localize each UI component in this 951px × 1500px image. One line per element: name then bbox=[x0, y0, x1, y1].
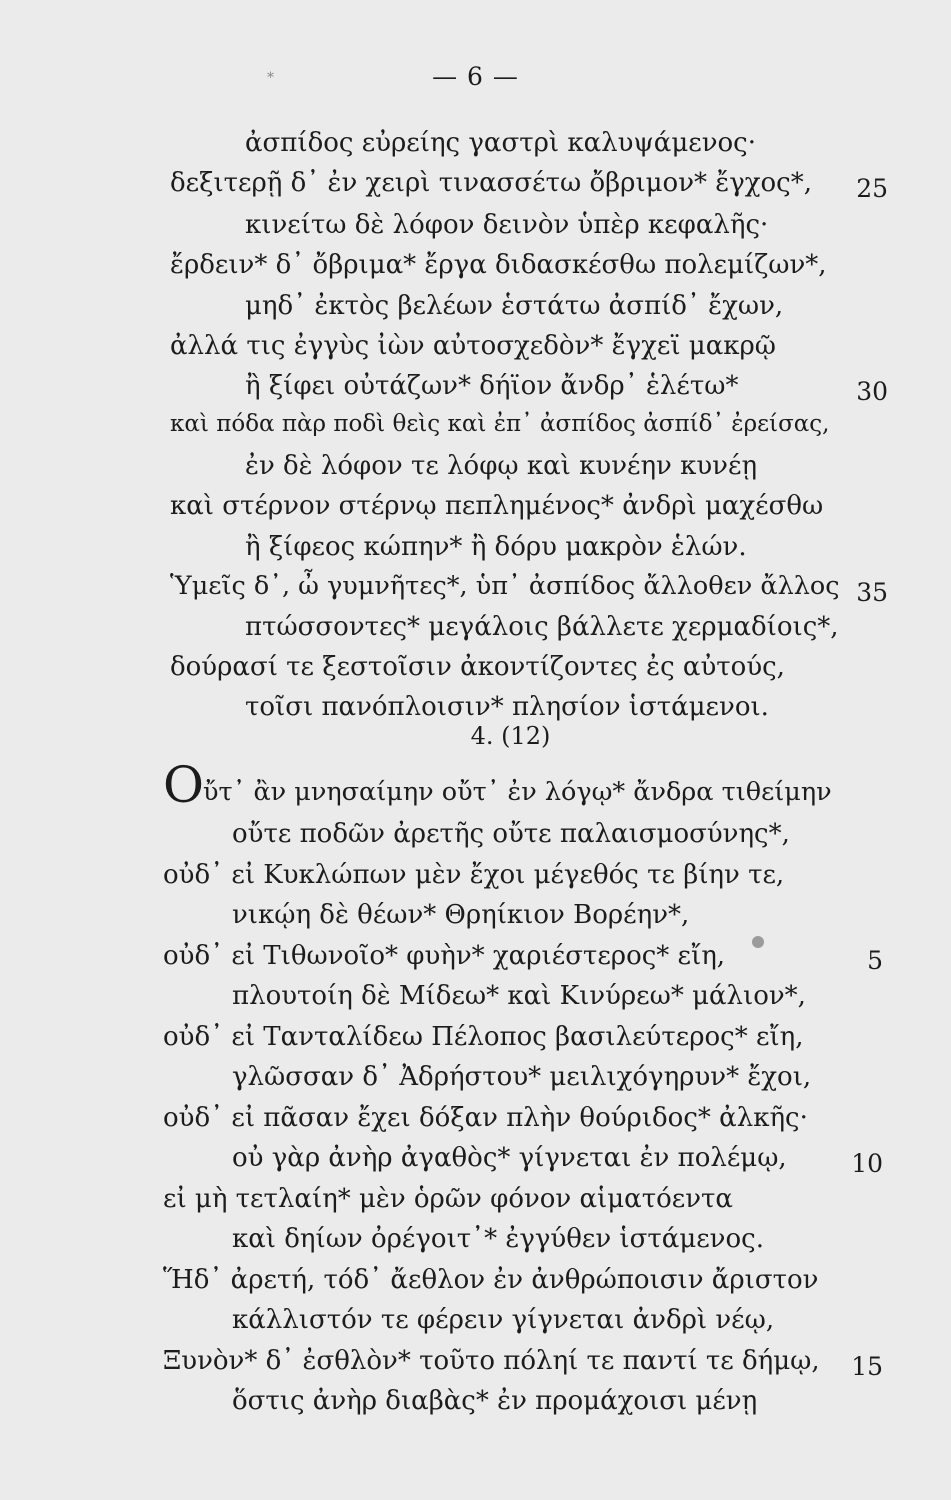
poem-line: μηδ᾽ ἐκτὸς βελέων ἑστάτω ἀσπίδ᾽ ἔχων, bbox=[245, 291, 784, 321]
poem-line: ἔρδειν* δ᾽ ὄβριμα* ἔργα διδασκέσθω πολεμίζων*, bbox=[170, 250, 827, 280]
poem-line: οὐδ᾽ εἰ Τιθωνοῖο* φυὴν* χαριέστερος* εἴη, bbox=[163, 941, 726, 971]
poem-line: δεξιτερῇ δ᾽ ἐν χειρὶ τινασσέτω ὄβριμον* ἔγχος*, bbox=[170, 168, 812, 198]
poem-line: ὔτ᾽ ἂν μνησαίμην οὔτ᾽ ἐν λόγῳ* ἄνδρα τιθείμην bbox=[203, 777, 832, 807]
poem-line: καὶ πόδα πὰρ ποδὶ θεὶς καὶ ἐπ᾽ ἀσπίδος ἀσπίδ᾽ ἐρείσας, bbox=[170, 411, 830, 437]
poem-line: εἰ μὴ τετλαίη* μὲν ὁρῶν φόνον αἱματόεντα bbox=[163, 1184, 733, 1214]
line-number: 30 bbox=[856, 377, 888, 406]
line-number: 25 bbox=[856, 174, 888, 203]
poem-heading: 4. (12) bbox=[470, 722, 551, 750]
poem-line: δούρασί τε ξεστοῖσιν ἀκοντίζοντες ἐς αὐτούς, bbox=[170, 652, 785, 682]
poem-line: ὅστις ἀνὴρ διαβὰς* ἐν προμάχοισι μένῃ bbox=[232, 1386, 758, 1416]
ink-blot bbox=[752, 936, 764, 948]
line-number: 10 bbox=[851, 1149, 883, 1178]
line-number: 35 bbox=[856, 578, 888, 607]
poem-line: ἀσπίδος εὐρείης γαστρὶ καλυψάμενος· bbox=[245, 128, 757, 158]
poem-line: Ξυνὸν* δ᾽ ἐσθλὸν* τοῦτο πόληί τε παντί τε δήμῳ, bbox=[163, 1346, 820, 1376]
poem-line: πλουτοίη δὲ Μίδεω* καὶ Κινύρεω* μάλιον*, bbox=[232, 981, 806, 1011]
poem-line: οὐδ᾽ εἰ Κυκλώπων μὲν ἔχοι μέγεθός τε βίην τε, bbox=[163, 860, 785, 890]
poem-line: τοῖσι πανόπλοισιν* πλησίον ἱστάμενοι. bbox=[245, 692, 769, 722]
poem-line: καὶ δηίων ὀρέγοιτ᾽* ἐγγύθεν ἱστάμενος. bbox=[232, 1224, 764, 1254]
poem-line: νικῴη δὲ θέων* Θρηίκιον Βορέην*, bbox=[232, 900, 690, 930]
poem-line: οὐδ᾽ εἰ Τανταλίδεω Πέλοπος βασιλεύτερος* εἴη, bbox=[163, 1022, 804, 1052]
poem-line: πτώσσοντες* μεγάλοις βάλλετε χερμαδίοις*, bbox=[245, 612, 839, 642]
poem-line: Ὑμεῖς δ᾽, ὦ γυμνῆτες*, ὑπ᾽ ἀσπίδος ἄλλοθεν ἄλλος bbox=[170, 571, 840, 601]
drop-cap: O bbox=[163, 756, 204, 814]
poem-line: οὐ γὰρ ἀνὴρ ἀγαθὸς* γίγνεται ἐν πολέμῳ, bbox=[232, 1143, 787, 1173]
poem-line: Ἥδ᾽ ἀρετή, τόδ᾽ ἄεθλον ἐν ἀνθρώποισιν ἄριστον bbox=[163, 1265, 819, 1295]
poem-line: ἢ ξίφεος κώπην* ἢ δόρυ μακρὸν ἑλών. bbox=[245, 532, 747, 562]
line-number: 5 bbox=[867, 946, 883, 975]
stray-mark: * bbox=[267, 70, 274, 86]
poem-line: ἀλλά τις ἐγγὺς ἰὼν αὐτοσχεδὸν* ἔγχεϊ μακρῷ bbox=[170, 331, 776, 361]
poem-line: ἐν δὲ λόφον τε λόφῳ καὶ κυνέην κυνέῃ bbox=[245, 451, 758, 481]
poem-line: κινείτω δὲ λόφον δεινὸν ὑπὲρ κεφαλῆς· bbox=[245, 210, 769, 240]
poem-line: γλῶσσαν δ᾽ Ἀδρήστου* μειλιχόγηρυν* ἔχοι, bbox=[232, 1062, 812, 1092]
poem-line: καὶ στέρνον στέρνῳ πεπλημένος* ἀνδρὶ μαχέσθω bbox=[170, 491, 824, 521]
page-number: — 6 — bbox=[432, 62, 519, 91]
poem-line: οὐδ᾽ εἰ πᾶσαν ἔχει δόξαν πλὴν θούριδος* ἀλκῆς· bbox=[163, 1103, 808, 1133]
line-number: 15 bbox=[851, 1352, 883, 1381]
poem-line: κάλλιστόν τε φέρειν γίγνεται ἀνδρὶ νέῳ, bbox=[232, 1305, 775, 1335]
poem-line: οὔτε ποδῶν ἀρετῆς οὔτε παλαισμοσύνης*, bbox=[232, 819, 790, 849]
poem-line: ἢ ξίφει οὐτάζων* δήϊον ἄνδρ᾽ ἑλέτω* bbox=[245, 371, 739, 401]
